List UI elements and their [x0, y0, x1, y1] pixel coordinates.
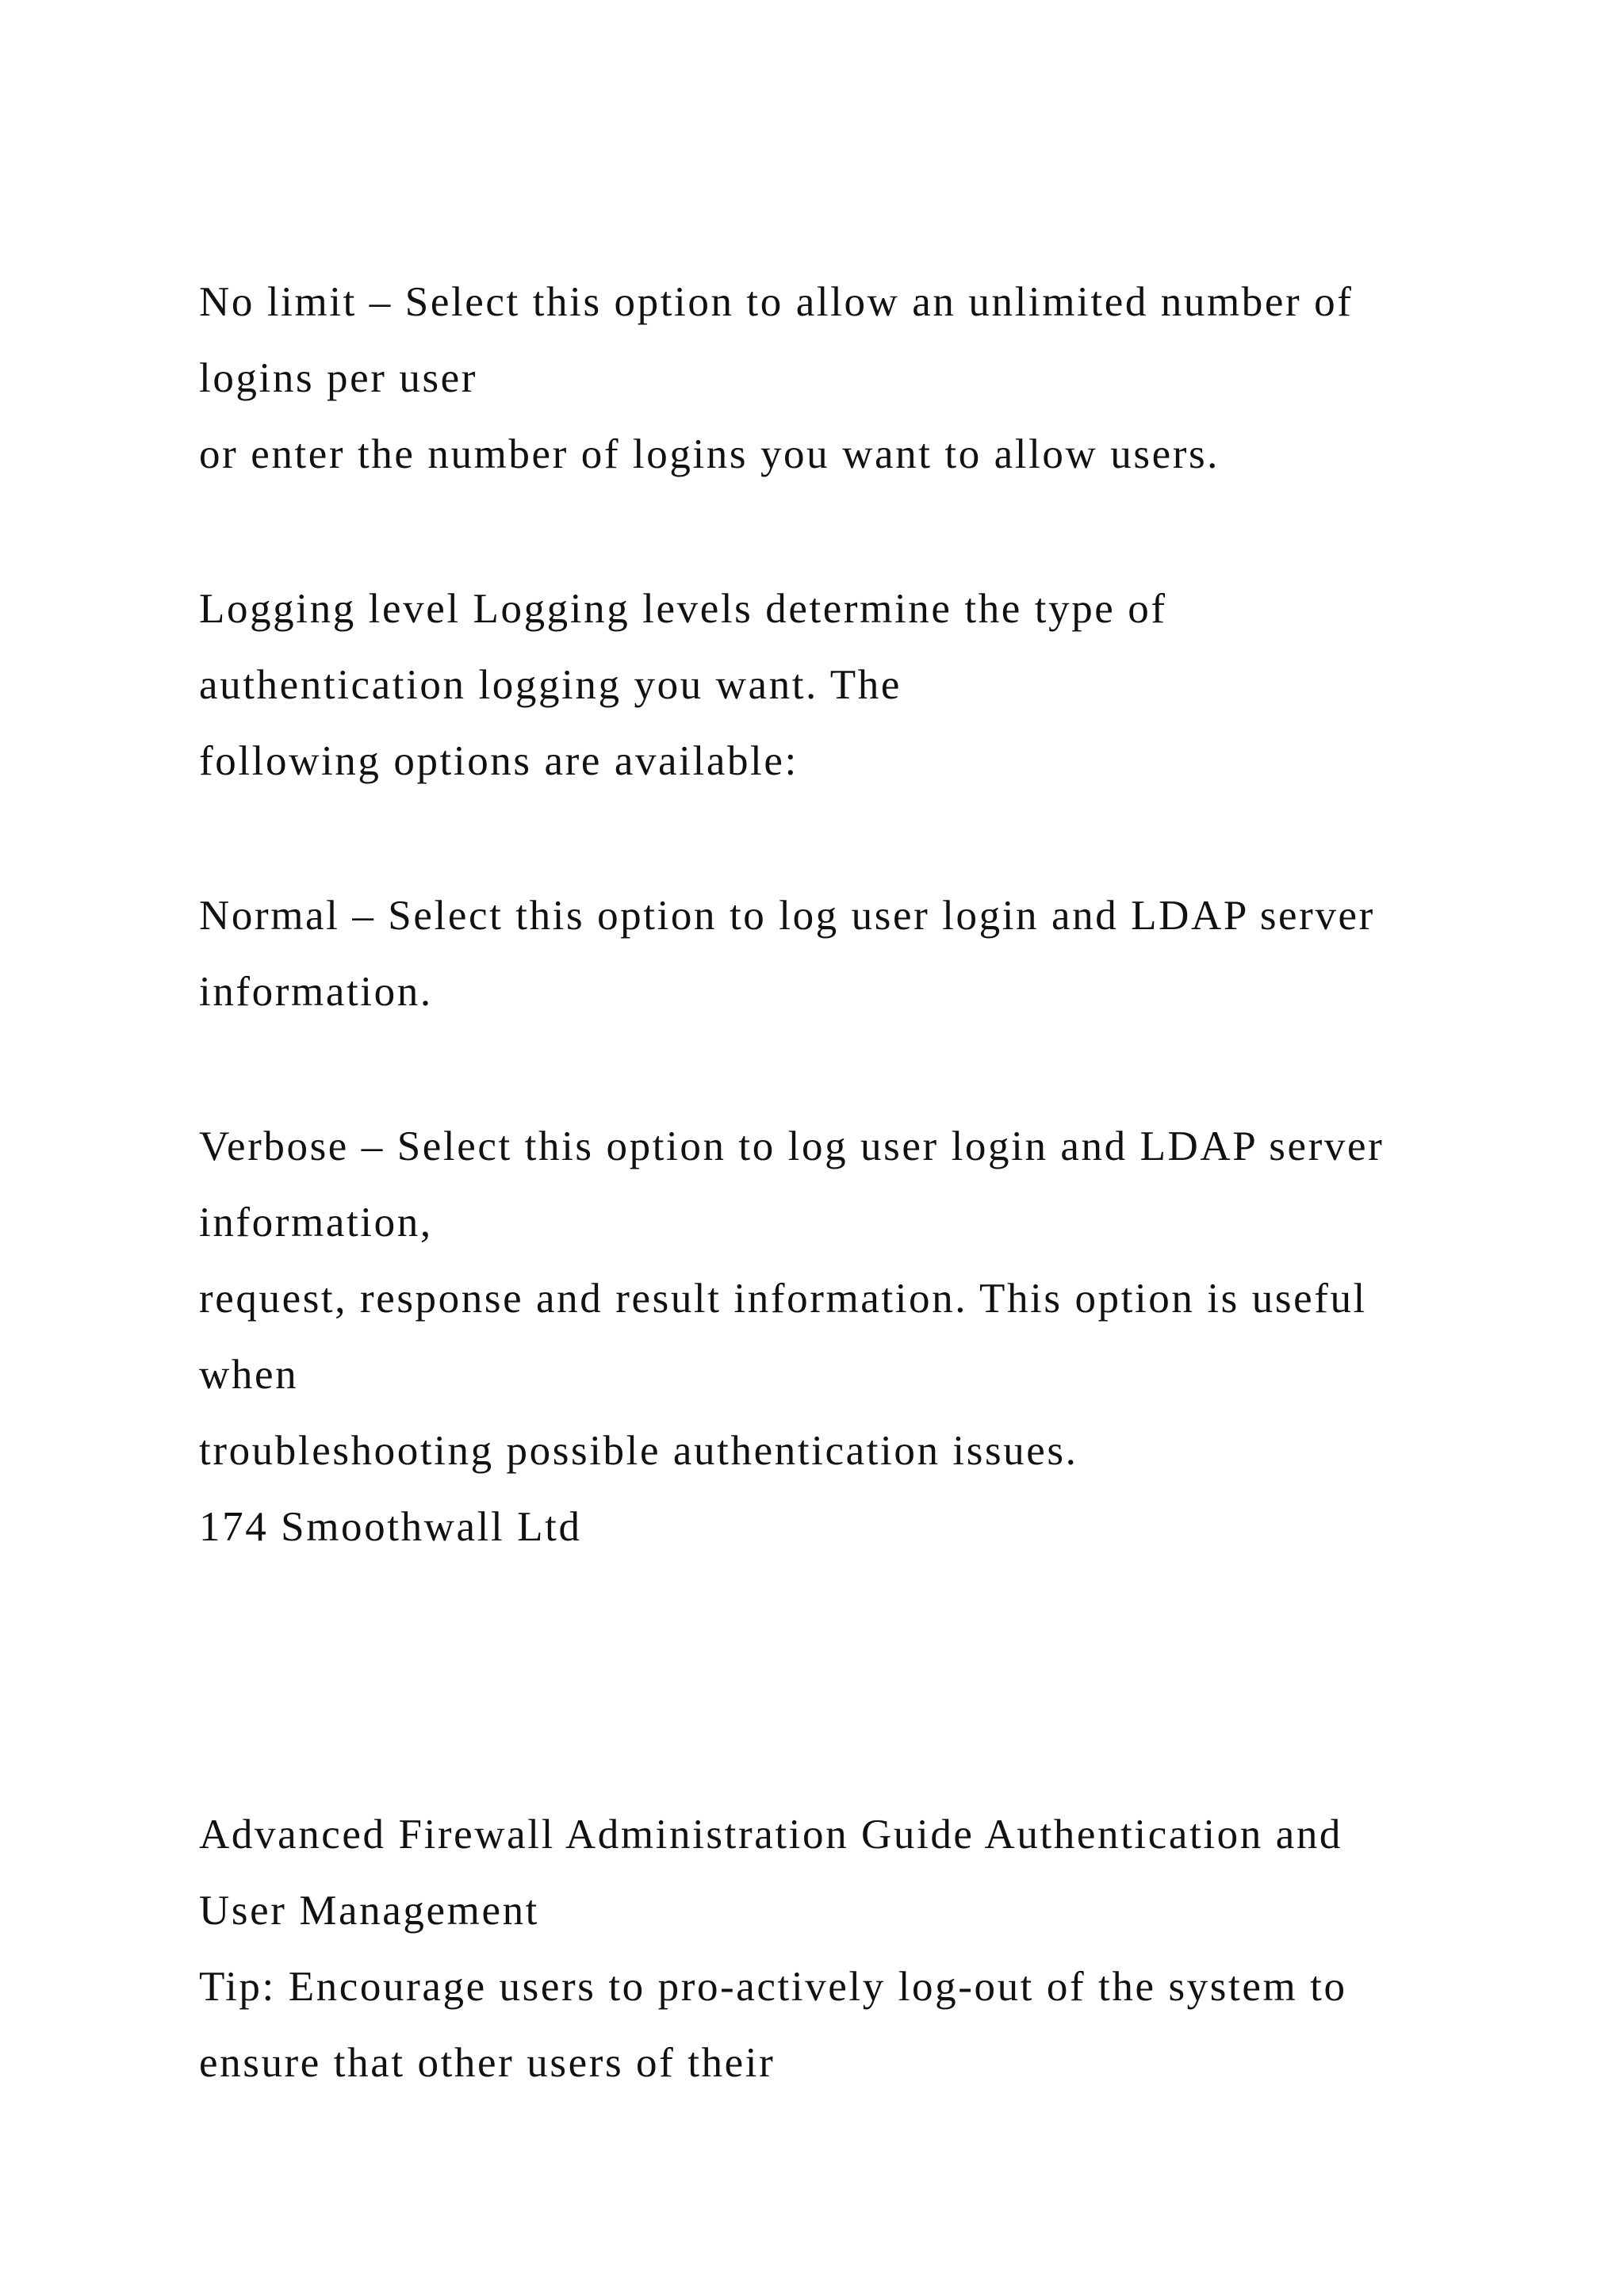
verbose-option-line-1: Verbose – Select this option to log user login and LDAP server [199, 1123, 1385, 1169]
verbose-option-line-2: information, [199, 1200, 433, 1246]
logging-level-line-1: Logging level Logging levels determine the type of [199, 586, 1167, 632]
tip-line-1: Tip: Encourage users to pro-actively log-out of the system to [199, 1964, 1347, 2010]
page-header-line-1: Advanced Firewall Administration Guide Authentication and [199, 1812, 1343, 1858]
verbose-option-line-4: when [199, 1352, 299, 1398]
page-header-line-2: User Management [199, 1888, 539, 1934]
page-footer: 174 Smoothwall Ltd [199, 1504, 582, 1550]
no-limit-line-1: No limit – Select this option to allow an unlimited number of [199, 279, 1354, 325]
verbose-option-line-5: troubleshooting possible authentication issues. [199, 1428, 1078, 1474]
no-limit-line-3: or enter the number of logins you want to allow users. [199, 431, 1220, 477]
verbose-option-line-3: request, response and result information. This option is useful [199, 1276, 1367, 1322]
logging-level-line-2: authentication logging you want. The [199, 662, 902, 708]
logging-level-line-3: following options are available: [199, 738, 799, 784]
no-limit-line-2: logins per user [199, 355, 478, 401]
normal-option-line-2: information. [199, 969, 433, 1015]
normal-option-line-1: Normal – Select this option to log user login and LDAP server [199, 893, 1375, 939]
tip-line-2: ensure that other users of their [199, 2040, 776, 2086]
